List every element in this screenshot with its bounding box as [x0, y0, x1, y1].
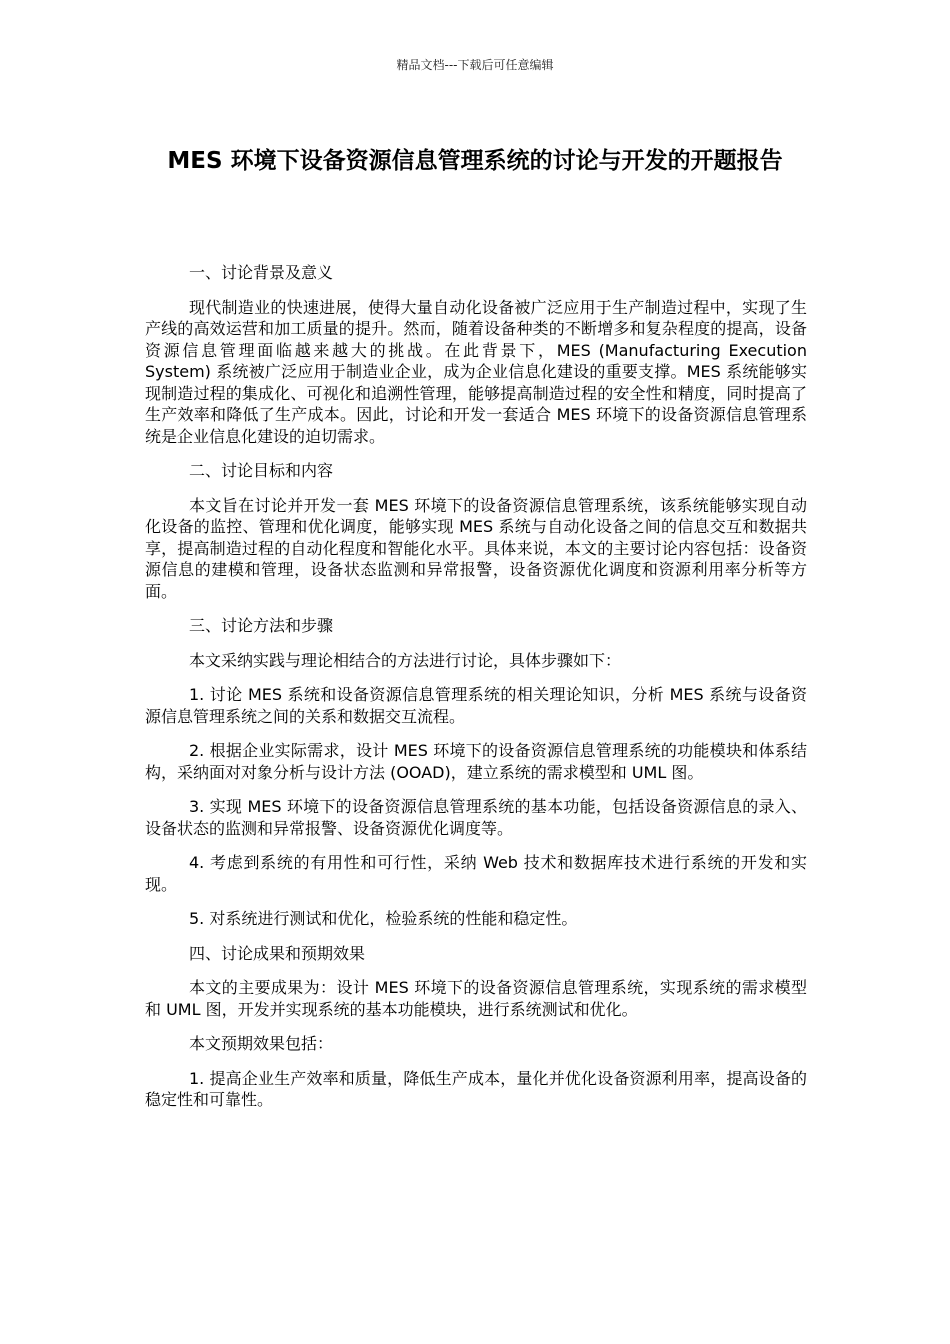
section-heading-goals: 二、讨论目标和内容	[189, 461, 334, 480]
header-note: 精品文档---下载后可任意编辑	[396, 58, 554, 72]
section-heading-methods: 三、讨论方法和步骤	[189, 616, 334, 635]
section-heading-results: 四、讨论成果和预期效果	[189, 943, 366, 963]
paragraph-expected-intro: 本文预期效果包括：	[189, 1034, 334, 1053]
list-item-step-4: 4. 考虑到系统的有用性和可行性，采纳 Web 技术和数据库技术进行系统的开发和实现。	[145, 853, 807, 894]
list-item-step-1: 1. 讨论 MES 系统和设备资源信息管理系统的相关理论知识，分析 MES 系统与设备资源信息管理系统之间的关系和数据交互流程。	[145, 685, 807, 726]
paragraph-goals: 本文旨在讨论并开发一套 MES 环境下的设备资源信息管理系统，该系统能够实现自动化设备的监控、管理和优化调度，能够实现 MES 系统与自动化设备之间的信息交互和数据共享，提高制造过程的自动化程度和智能化水平。具体来说，本文的主要讨论内容包括：设备资源信息的建模和管理，设备状态监测和异常报警，设备资源优化调度和资源利用率分析等方面。	[145, 495, 807, 601]
list-item-step-3: 3. 实现 MES 环境下的设备资源信息管理系统的基本功能，包括设备资源信息的录入、设备状态的监测和异常报警、设备资源优化调度等。	[145, 797, 807, 838]
document-title: MES 环境下设备资源信息管理系统的讨论与开发的开题报告	[167, 148, 783, 174]
list-item-step-2: 2. 根据企业实际需求，设计 MES 环境下的设备资源信息管理系统的功能模块和体系结构，采纳面对对象分析与设计方法 (OOAD)，建立系统的需求模型和 UML 图。	[145, 741, 807, 782]
section-heading-background: 一、讨论背景及意义	[189, 263, 334, 282]
paragraph-methods-intro: 本文采纳实践与理论相结合的方法进行讨论，具体步骤如下：	[189, 650, 622, 670]
list-item-step-5: 5. 对系统进行测试和优化，检验系统的性能和稳定性。	[189, 909, 578, 928]
document-body	[145, 262, 807, 1124]
list-item-expected-1: 1. 提高企业生产效率和质量，降低生产成本，量化并优化设备资源利用率，提高设备的稳定性和可靠性。	[145, 1068, 807, 1109]
paragraph-background: 现代制造业的快速进展，使得大量自动化设备被广泛应用于生产制造过程中，实现了生产线的高效运营和加工质量的提升。然而，随着设备种类的不断增多和复杂程度的提高，设备资源信息管理面临越来越大的挑战。在此背景下，MES (Manufacturing Execution System) 系统被广泛应用于制造业企业，成为企业信息化建设的重要支撑。MES 系统能够实现制造过程的集成化、可视化和追溯性管理，能够提高制造过程的安全性和精度，同时提高了生产效率和降低了生产成本。因此，讨论和开发一套适合 MES 环境下的设备资源信息管理系统是企业信息化建设的迫切需求。	[145, 297, 807, 446]
paragraph-results: 本文的主要成果为：设计 MES 环境下的设备资源信息管理系统，实现系统的需求模型和 UML 图，开发并实现系统的基本功能模块，进行系统测试和优化。	[145, 978, 807, 1019]
